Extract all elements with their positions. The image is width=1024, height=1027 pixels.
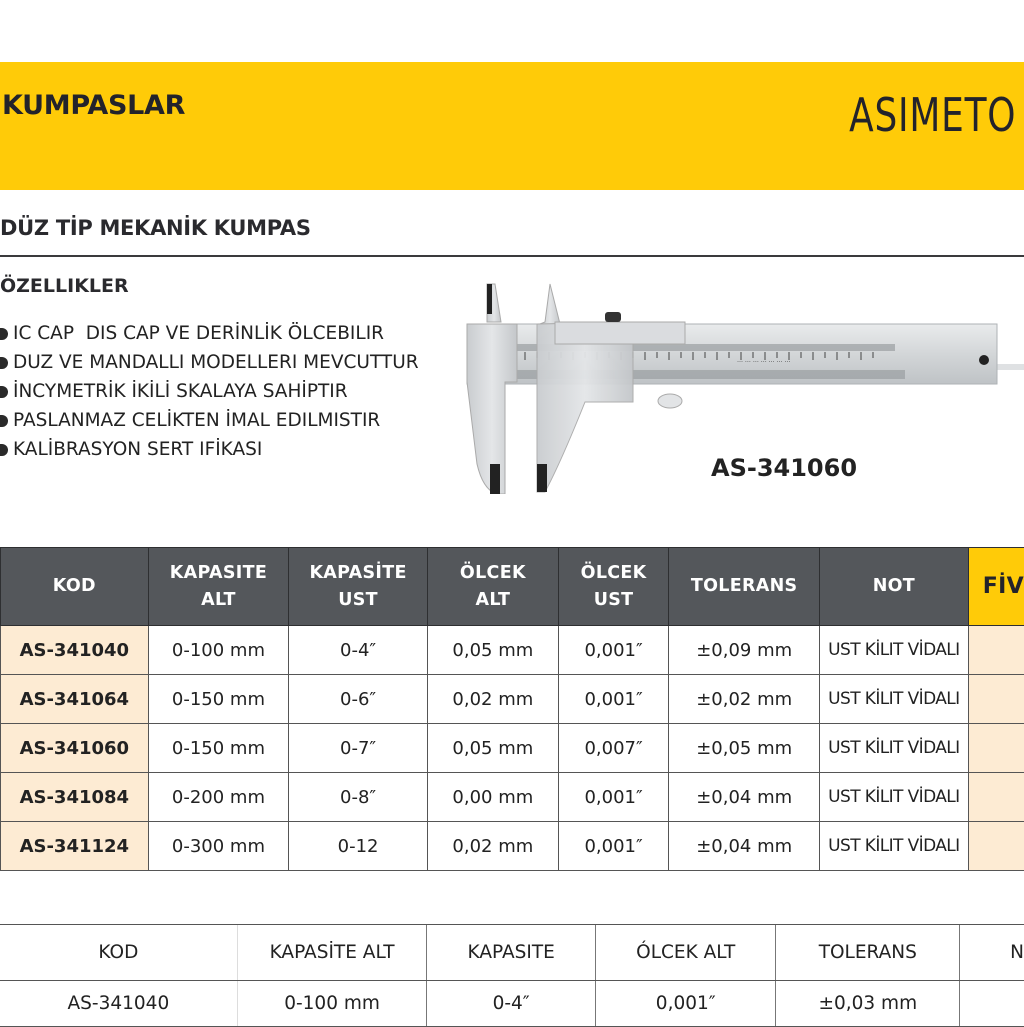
cell-kod: AS-341040 [0, 981, 237, 1027]
svg-text:… … … … … … …: … … … … … … … [737, 357, 790, 364]
column-header-olcek-ust[interactable]: ÖLCEK UST [558, 548, 669, 626]
cell-kod: AS-341060 [1, 724, 149, 773]
column-header-olcek-alt[interactable]: ÖLCEK ALT [427, 548, 558, 626]
cell-kapasite-alt: 0-150 mm [148, 724, 289, 773]
cell-olcek-ust: 0,001″ [558, 675, 669, 724]
cell-kapasite-alt: 0-100 mm [237, 981, 427, 1027]
cell-fiyat [968, 822, 1024, 871]
features-list [0, 319, 419, 464]
cell-kapasite-ust: 0-12 [289, 822, 428, 871]
column-header-kapasite-alt[interactable]: KAPASITE ALT [148, 548, 289, 626]
table-row[interactable] [0, 981, 1024, 1027]
column-header-not[interactable]: N [960, 925, 1024, 981]
column-header-tolerans[interactable]: TOLERANS [776, 925, 960, 981]
feature-item: İNCYMETRİK İKİLİ SKALAYA SAHİPTIR [0, 377, 419, 406]
features-title: ÖZELLIKLER [0, 275, 129, 297]
cell-olcek-alt: 0,05 mm [427, 626, 558, 675]
page-title: KUMPASLAR [2, 90, 185, 121]
cell-not: UST KİLIT VİDALI [819, 675, 968, 724]
cell-olcek-ust: 0,001″ [558, 773, 669, 822]
cell-kod: AS-341124 [1, 822, 149, 871]
bullet-icon [0, 386, 8, 398]
cell-not: UST KİLIT VİDALI [819, 822, 968, 871]
cell-not [960, 981, 1024, 1027]
column-header-kapasite-alt[interactable]: KAPASİTE ALT [237, 925, 427, 981]
spec-table [0, 547, 1024, 871]
cell-fiyat [968, 724, 1024, 773]
column-header-tolerans[interactable]: TOLERANS [669, 548, 820, 626]
cell-tolerans: ±0,09 mm [669, 626, 820, 675]
cell-olcek-ust: 0,001″ [558, 626, 669, 675]
column-header-kapasite[interactable]: KAPASITE [427, 925, 596, 981]
cell-kod: AS-341084 [1, 773, 149, 822]
cell-fiyat [968, 626, 1024, 675]
section-title: DÜZ TİP MEKANİK KUMPAS [0, 216, 311, 240]
cell-fiyat [968, 773, 1024, 822]
product-code-label: AS-341060 [711, 454, 857, 482]
table-row[interactable] [1, 675, 1024, 724]
bullet-icon [0, 357, 8, 369]
column-header-fiyat[interactable]: FİV [968, 548, 1024, 626]
column-header-kapasite-ust[interactable]: KAPASİTE UST [289, 548, 428, 626]
cell-kapasite: 0-4″ [427, 981, 596, 1027]
cell-kapasite-ust: 0-6″ [289, 675, 428, 724]
cell-kapasite-ust: 0-4″ [289, 626, 428, 675]
bullet-icon [0, 415, 8, 427]
bullet-icon [0, 328, 8, 340]
cell-tolerans: ±0,03 mm [776, 981, 960, 1027]
cell-fiyat [968, 675, 1024, 724]
bullet-icon [0, 444, 8, 456]
table-row[interactable] [1, 822, 1024, 871]
cell-olcek-alt: 0,02 mm [427, 675, 558, 724]
cell-olcek-alt: 0,001″ [596, 981, 776, 1027]
cell-olcek-ust: 0,001″ [558, 822, 669, 871]
cell-kapasite-alt: 0-150 mm [148, 675, 289, 724]
cell-kapasite-alt: 0-200 mm [148, 773, 289, 822]
table-row[interactable] [1, 626, 1024, 675]
feature-item: KALİBRASYON SERT IFİKASI [0, 435, 419, 464]
table-row[interactable] [1, 773, 1024, 822]
feature-item: DUZ VE MANDALLI MODELLERI MEVCUTTUR [0, 348, 419, 377]
feature-item: IC CAP DIS CAP VE DERİNLİK ÖLCEBILIR [0, 319, 419, 348]
cell-olcek-alt: 0,02 mm [427, 822, 558, 871]
cell-kapasite-ust: 0-7″ [289, 724, 428, 773]
section-divider [0, 255, 1024, 257]
cell-not: UST KİLIT VİDALI [819, 773, 968, 822]
brand-logo: ASIMETO [849, 88, 1016, 142]
secondary-spec-table [0, 924, 1024, 1027]
cell-olcek-ust: 0,007″ [558, 724, 669, 773]
cell-olcek-alt: 0,05 mm [427, 724, 558, 773]
feature-item: PASLANMAZ CELİKTEN İMAL EDILMISTIR [0, 406, 419, 435]
cell-not: UST KİLIT VİDALI [819, 626, 968, 675]
column-header-kod[interactable]: KOD [0, 925, 237, 981]
column-header-olcek-alt[interactable]: ÓLCEK ALT [596, 925, 776, 981]
table-header-row [1, 548, 1024, 626]
column-header-kod[interactable]: KOD [1, 548, 149, 626]
cell-kapasite-alt: 0-300 mm [148, 822, 289, 871]
cell-olcek-alt: 0,00 mm [427, 773, 558, 822]
cell-tolerans: ±0,04 mm [669, 822, 820, 871]
cell-tolerans: ±0,05 mm [669, 724, 820, 773]
table-row[interactable] [1, 724, 1024, 773]
cell-tolerans: ±0,04 mm [669, 773, 820, 822]
cell-tolerans: ±0,02 mm [669, 675, 820, 724]
cell-kod: AS-341040 [1, 626, 149, 675]
header-band [0, 62, 1024, 190]
cell-kapasite-alt: 0-100 mm [148, 626, 289, 675]
column-header-not[interactable]: NOT [819, 548, 968, 626]
cell-kod: AS-341064 [1, 675, 149, 724]
cell-kapasite-ust: 0-8″ [289, 773, 428, 822]
table-header-row [0, 925, 1024, 981]
cell-not: UST KİLIT VİDALI [819, 724, 968, 773]
